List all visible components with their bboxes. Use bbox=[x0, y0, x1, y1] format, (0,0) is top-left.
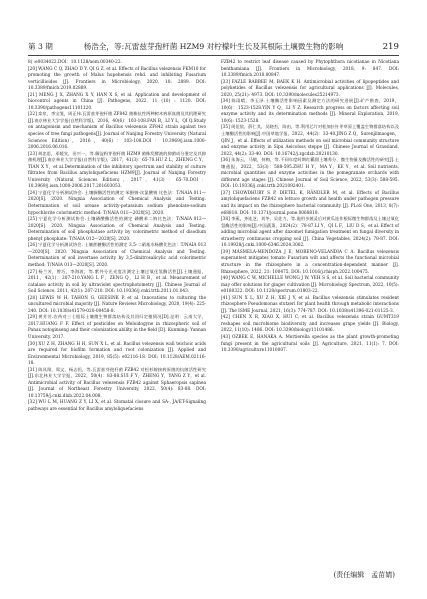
page-header bbox=[28, 40, 399, 54]
reference-entry: [31] 陈凤翔，郑文，杨志恒，等.瓦雷兹芽孢杆菌 FZB42 对松杉嫁接病原菌的抗菌活性研究[J].东北林业大学学报，2022，50(4)：83-88.SUI F Y，ZHENG Y，YANG Z Y，et al. Antimicrobial activity of Bacillus velezensis FZB42 against Sphaeropsis sapinea [J]. Journal of Northeast Forestry University, 2022, 50(4): 83-88. DOI: 10.13759/j.cnki.dlxb.2022.04.008. bbox=[28, 367, 206, 399]
header-rule bbox=[28, 55, 399, 56]
references-right-column bbox=[221, 60, 399, 355]
reference-entry: [35] 周佳依，薛仁其，吴晓杰，陈由，等.利用芯片对松加拉针茅草原上覆盖生物群落结构以及土壤酶活性的影响[J].中国草地学报，2022，44(2)：33-40.JING Z Q，Surenjilmaogen，QIN J，et al. Effects of utilization methods on soil microbial community structure and enzyme activity in Sipu Aeicoloss steppe [J]. Chinese Journal of Grassland, 2022, 44(2): 33-40. DOI: 10.16742/j.zgcdxb.20210130. bbox=[221, 125, 399, 157]
reference-entry: [28] LEWIS W H, TAHON G, GEESINK P, et al. Innovations to culturing the uncultured microbial majority [J]. Nature Reviews Microbiology, 2020, 19(4): 225-240. DOI: 10.1038/s41579-020-00458-8. bbox=[28, 295, 206, 314]
issue-label: 第 3 期 bbox=[28, 42, 53, 51]
reference-entry: FZB42 to restrict leaf disease caused by Phytophthora nicotianae in Nicotiana benthamiana [J]. Frontiers in Microbiology, 2018, 9: 847. DOI: 10.3389/fmicb.2018.00847. bbox=[221, 60, 399, 79]
reference-entry: [38] 李燕，齐连芝，刘冬，吴佐力，等.施用多菌灵后对黄瓜连作根际微生物群落及土壤过氧化氢酶活性的影响[J].中国蔬菜，2024(2)：78-87.LI Y，QI L F，LIU D S，et al. Effect of adding microbial agent after dazomet fumigation treatment on fungal diversity in strawberry continuous cropping soil [J]. China Vegetables, 2024(2): 78-87. DOI: 10.19928/j.cnki.1000-6346.2024.3002. bbox=[221, 217, 399, 249]
reference-entry: [42] CHEN X R, XIAO X, HUI C, et al. Bacillus velezensis strain GUMT319 reshapes soil microbiome biodiversity and increases grape yields [J]. Biology, 2022, 11(10): 1486. DOI: 10.3390/biology11101486. bbox=[221, 315, 399, 334]
page-number: 219 bbox=[382, 42, 399, 52]
references-left-column bbox=[28, 60, 206, 414]
reference-entry: [30] XU Z H, ZHANG H H, SUN X L, et al. Bacillus velezensis wall teichoic acids are required for biofilm formation and root colonization [J]. Applied and Environmental Microbiology, 2019, 85(5): e02116-18. DOI: 10.1128/AEM.02116-18. bbox=[28, 341, 206, 367]
reference-entry: [41] SUN X L, XU Z H, XIE J Y, et al. Bacillus velezensis stimulates resident rhizosphere Pseudomonas stutzeri for plant health through metabolic interactions [J]. The ISME Journal, 2021, 16(3): 774-787. DOI: 10.1038/s41396-021-01125-3. bbox=[221, 295, 399, 314]
reference-entry: [32] WU L M, HUANG Z Y, LI X, et al. Stomatal closure and SA-, JA/ET-Signaling pathways are essential for Bacillus amyloliquefaciens bbox=[28, 400, 206, 412]
reference-entry: [40] WANG C W, MICHELLE WONG J W, YEH S S, et al. Soil bacterial community may offer solutions for ginger cultivation [J]. Microbiology Spectrum, 2022, 10(5): e0180322. DOI: 10.1128/spectrum.01803-22. bbox=[221, 276, 399, 295]
reference-entry: [25] 宁夏化学分析测试协会.土壤磷酸酶活性的测定 磷酸苯二钠比色法：T/NAIA 012—2020[S]. 2020. Ningxia Association of Chemical Analysis and Testing. Determination of soil phosphatase activity by colorimetric method of disodium phenyl phosphate: T/NAIA 012—2020[S]. 2020. bbox=[28, 217, 206, 242]
reference-entry: [23] 胡忠思，邓媛宣，田兴一，等.解淀粉芽孢杆菌 HZM9 菌株发酵液的抑菌成分鉴定及其抑菌机理[J].南京林业大学学报(自然科学版)，2017，41(3)：65-70.HU Z L，ZHENG C Y，TIAN X Y，et al.Determination of the inhibitory spectrum and stability of culture filtrates from Bacillus amyloliquefaciens HZM9[J]. Journal of Nanjing Forestry University (Natural Sciences Edition)，2017，41(3)：65-70.DOI：10.3969/j.issn.1000-2006.2017.201603053. bbox=[28, 151, 206, 190]
reference-entry: [27] 杨兰芳，曾巧，李海波，等.紫外分光光度法测定土壤过氧化氢酶活性[J].土壤通报，2011，42(1)：207-210.YANG L F，ZENG Q，LI H B，et al. Measurement of catalase activity in soil by ultraviolet spectrophotometry [J]. Chinese Journal of Soil Science, 2011, 42(1): 207-210. DOI: 10.19336/j.cnki.trtb.2011.01.043. bbox=[28, 269, 206, 295]
reference-entry: [39] MÁSMELA-MENDOZA J E, MORENO-VELANDIA C A. Bacillus velezensis superantest mitigates tomato Fusarium wilt and affects the functional microbial structure in the rhizosphere in a concentration-dependent manner [J]. Rhizosphere, 2022, 21: 100475. DOI: 10.1016/j.rhisph.2022.100475. bbox=[221, 249, 399, 275]
reference-entry: [34] 陈雨晴，李玉泽.土壤酶活性影响因素及测定方法的研究进展[J].矿产勘查，2019，10(6)：1523-1528.YIN Y Q，LI Y Z. Research progress on factors affecting soil enzyme activity and its determination methods [J]. Mineral Exploration, 2019, 10(6): 1523-1528. bbox=[221, 99, 399, 124]
reference-entry: 8) :e0034022.DOI：10.1128/aem.00340-22. bbox=[28, 60, 122, 65]
reference-entry: [37] CHOWDHURY S P, DIETEL K, RÄNDLER M, et al. Effects of Bacillus amyloliquefaciens FZB42 on lettuce growth and health under pathogen pressure and its impact on the rhizosphere bacterial community [J]. PLoS One, 2013, 8(7): e68818. DOI: 10.1371/journal.pone.0068818. bbox=[221, 190, 399, 216]
reference-entry: [36] 朱海云，马敏，何梅，等.不同年度时期红瓤甜土壤养分，微生物量及酶活性的研究[J].土壤通报，2022，53(3)：588-595.ZHU H Y，MA Y，KE Y，et al. Soil nutrients, microbial quantities and enzyme activities in the pomegranate orchards with different age stages [J]. Chinese Journal of Soil Science, 2022, 53(3): 588-595. DOI: 10.19336/j.cnki.trtb.2021092401. bbox=[221, 158, 399, 190]
reference-entry: [24] 宁夏化学分析测试协会. 土壤脲酶活性的测定 苯酚钠-次氯酸钠 比色法：T/NAIA 011—2020[S]. 2020. Ningxia Association of Chemical Analysis and Testing. Determination of soil urease activity-potassium sodium phenolate-sodium hypochlorite colorimetric method: T/NAIA 011—2020[S]. 2020. bbox=[28, 190, 206, 216]
reference-entry: [22] 栾泉，李宝笺，周正伟.瓦雷兹芽孢杆菌 ZF842 菌株抗性两种树木病原真菌及其机理研究[J].南京林业大学学报(自然科学版)，2016，40(6)：103-108.FAN B，LI Y L，QI Q.Study on antagonism and mechanism of Bacillus velezensis ZF842 strain against two species of tree fungi pathogens[J]. Journal of Nanjing Forestry University (Natural Sciences Edition)，2016，40(6)：103-108.DOI：10.3969/j.issn.1000-2006.2016.06.016. bbox=[28, 112, 206, 151]
reference-entry: [29] 黄芳芳.农药对三七根际土壤微生物群落结构及其回归定植情况[D].昆明：云南大学，2017.HUANG F F. Effect of pesticides on Meloidogyne in rhizospheric soil of Panax notoginseng and their colonization ability in the field [D]. Kunming: Yunnan University, 2017. bbox=[28, 315, 206, 340]
reference-entry: [21] MENG J X, ZHANG X Y, HAN X S, et al. Application and development of biocontrol agents in China [J]. Pathogens, 2022, 11 (10) : 1120. DOI: 10.3390/pathogens11101120. bbox=[28, 92, 206, 111]
reference-entry: [33] FAZLE RABBEE M, BAEK K H. Antimicrobial activities of lipopeptides and polyketides of Bacillus velezensis for agricultural applications [J]. Molecules, 2020, 25(21): 4973. DOI: 10.3390/molecules25214973. bbox=[221, 79, 399, 98]
running-title: 杨浩全，等:瓦雷兹芽孢杆菌 HZM9 对柠檬叶生长及其根际土壤微生物的影响 bbox=[83, 42, 344, 51]
reference-entry: [26] 宁夏化学分析测试协会. 土壤蔗糖酶活性的测定 3,5-二硝基水杨酸比色法：T/NAIA 013—2020[S]. 2020. Ningxia Association of Chemical Analysis and Testing. Determination of soil invertase activity by 3,5-dinitrosalicylic acid colorimetric method: T/NAIA 013—2020[S]. 2020. bbox=[28, 243, 206, 268]
editor-note: (责任编辑 孟苗婧) bbox=[333, 571, 395, 579]
reference-entry: [43] OZBEK E, HANAKA A. Mortierella species as the plant growth-promoting fungi present in the agricultural soils [J]. Agriculture, 2021, 11(1): 7. DOI: 10.3390/agriculture11010007. bbox=[221, 334, 399, 354]
reference-entry: [20] WANG C Q, ZHAO D Y, QI G Z, et al. Effects of Bacillus velezensis FKM10 for promoting the growth of Malus hupehensis rehd. and inhibiting Fusarium verticillioides [J]. Frontiers in Microbiology, 2020, 10: 2889. DOI: 10.3389/fmicb.2019.02889. bbox=[28, 66, 206, 92]
